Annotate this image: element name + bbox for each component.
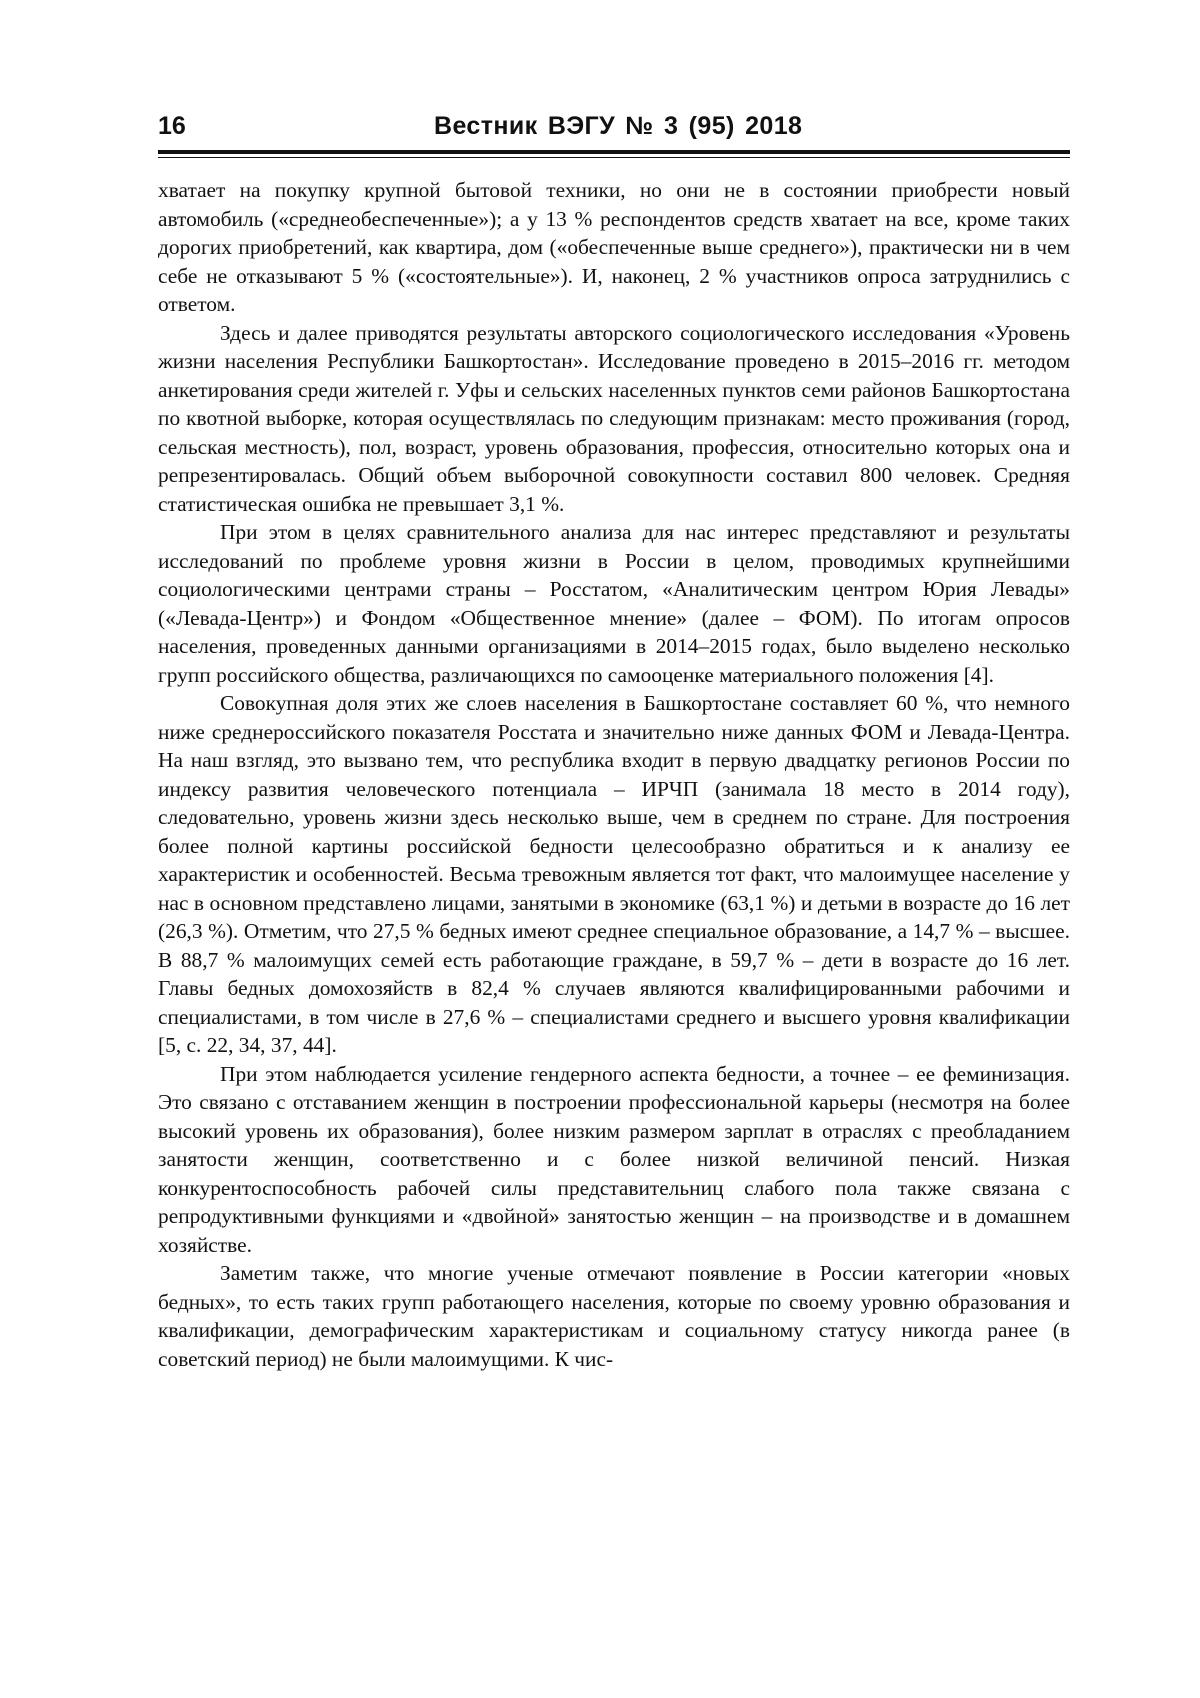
paragraph-comparative-analysis: При этом в целях сравнительного анализа для нас интерес представляют и результаты исследований по проблеме уровня жизни в России в целом, проводимых крупнейшими социологическими центрами страны – Росстатом, «Аналитическим центром Юрия Левады» («Левада-Центр») и Фондом «Общественное мнение» (далее – ФОМ). По итогам опросов населения, проведенных данными организациями в 2014–2015 годах, было выделено несколько групп российского общества, различающихся по самооценке материального положения [4]. — [158, 520, 1070, 687]
paragraph-new-poor: Заметим также, что многие ученые отмечают появление в России категории «новых бедных», то есть таких групп работающего населения, которые по своему уровню образования и квалификации, демографическим характеристикам и социальному статусу никогда ранее (в советский период) не были малоимущими. К чис- — [158, 1261, 1070, 1371]
journal-title: Вестник ВЭГУ № 3 (95) 2018 — [434, 112, 803, 140]
header-double-rule — [158, 150, 1070, 160]
paragraph-gender-aspect: При этом наблюдается усиление гендерного аспекта бедности, а точнее – ее феминизация. Это связано с отставанием женщин в построении профессиональной карьеры (несмотря на более высокий уровень их образования), более низким размером зарплат в отраслях с преобладанием занятости женщин, соответственно и с более низкой величиной пенсий. Низкая конкурентоспособность рабочей силы представительниц слабого пола также связана с репродуктивными функциями и «двойной» занятостью женщин – на производстве и в домашнем хозяйстве. — [158, 1061, 1070, 1257]
paragraph-study-description: Здесь и далее приводятся результаты авторского социологического исследования «Уровень жизни населения Республики Башкортостан». Исследование проведено в 2015–2016 гг. методом анкетирования среди жителей г. Уфы и сельских населенных пунктов семи районов Башкортостана по квотной выборке, которая осуществлялась по следующим признакам: место проживания (город, сельская местность), пол, возраст, уровень образования, профессия, относительно которых она и репрезентировалась. Общий объем выборочной совокупности составил 800 человек. Средняя статистическая ошибка не превышает 3,1 %. — [158, 320, 1070, 516]
header-rule-thick — [158, 150, 1070, 154]
article-body — [158, 176, 1070, 1373]
page-number: 16 — [158, 112, 186, 140]
running-head — [158, 112, 1070, 152]
paragraph-continuation: хватает на покупку крупной бытовой техники, но они не в состоянии приобрести новый автомобиль («среднеобеспеченные»); а у 13 % респондентов средств хватает на все, кроме таких дорогих приобретений, как квартира, дом («обеспеченные выше среднего»), практически ни в чем себе не отказывают 5 % («состоятельные»). И, наконец, 2 % участников опроса затруднились с ответом. — [158, 178, 1070, 316]
header-rule-thin — [158, 157, 1070, 158]
paragraph-bashkortostan-share: Совокупная доля этих же слоев населения в Башкортостане составляет 60 %, что немного ниже среднероссийского показателя Росстата и значительно ниже данных ФОМ и Левада-Центра. На наш взгляд, это вызвано тем, что республика входит в первую двадцатку регионов России по индексу развития человеческого потенциала – ИРЧП (занимала 18 место в 2014 году), следовательно, уровень жизни здесь несколько выше, чем в среднем по стране. Для построения более полной картины российской бедности целесообразно обратиться и к анализу ее характеристик и особенностей. Весьма тревожным является тот факт, что малоимущее население у нас в основном представлено лицами, занятыми в экономике (63,1 %) и детьми в возрасте до 16 лет (26,3 %). Отметим, что 27,5 % бедных имеют среднее специальное образование, а 14,7 % – высшее. В 88,7 % малоимущих семей есть работающие граждане, в 59,7 % – дети в возрасте до 16 лет. Главы бедных домохозяйств в 82,4 % случаев являются квалифицированными рабочими и специалистами, в том числе в 27,6 % – специалистами среднего и высшего уровня квалификации [5, с. 22, 34, 37, 44]. — [158, 691, 1070, 1057]
